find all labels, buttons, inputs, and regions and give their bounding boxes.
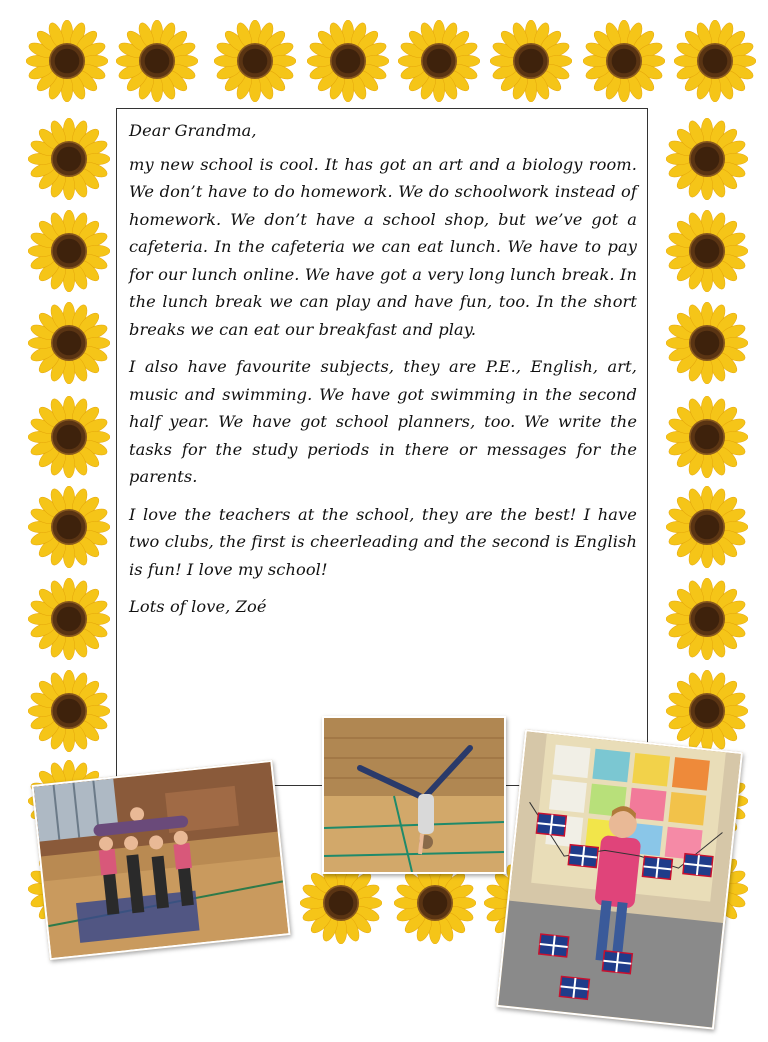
sunflower-icon [28, 486, 110, 568]
sunflower-icon [666, 486, 748, 568]
letter-paragraph-1: my new school is cool. It has got an art and a biology room. We don’t have to do homework. We do schoolwork instead of homework. We don’t have a school shop, but we’ve got a cafeteria. In the cafeteria we can eat lunch. We have to pay for our lunch online. We have got a very long lunch break. In the lunch break we can play and have fun, too. In the short breaks we can eat our breakfast and play. [129, 154, 637, 339]
sunflower-icon [28, 302, 110, 384]
letter-greeting: Dear Grandma, [129, 121, 257, 140]
sunflower-icon [666, 302, 748, 384]
english-club-flags-photo [496, 729, 743, 1029]
sunflower-icon [490, 20, 572, 102]
cartwheel-photo [322, 716, 506, 874]
sunflower-icon [666, 578, 748, 660]
letter-signoff: Lots of love, Zoé [129, 597, 267, 616]
sunflower-icon [666, 118, 748, 200]
letter-paragraph-3: I love the teachers at the school, they are the best! I have two clubs, the first is cheerleading and the second is English is fun! I love my school! [129, 504, 637, 579]
sunflower-icon [28, 210, 110, 292]
letter-box [116, 108, 648, 786]
letter-paragraph-2: I also have favourite subjects, they are P.E., English, art, music and swimming. We have got swimming in the second half year. We have got school planners, too. We write the tasks for the study periods in there or messages for the parents. [129, 357, 637, 486]
sunflower-icon [583, 20, 665, 102]
sunflower-icon [28, 396, 110, 478]
sunflower-icon [28, 118, 110, 200]
sunflower-icon [28, 670, 110, 752]
cheerleading-pyramid-photo [31, 760, 290, 960]
sunflower-icon [398, 20, 480, 102]
sunflower-icon [307, 20, 389, 102]
sunflower-icon [26, 20, 108, 102]
sunflower-icon [674, 20, 756, 102]
sunflower-icon [214, 20, 296, 102]
sunflower-icon [28, 578, 110, 660]
sunflower-icon [666, 670, 748, 752]
sunflower-icon [116, 20, 198, 102]
sunflower-icon [666, 396, 748, 478]
sunflower-icon [300, 862, 382, 944]
sunflower-icon [666, 210, 748, 292]
sunflower-icon [394, 862, 476, 944]
